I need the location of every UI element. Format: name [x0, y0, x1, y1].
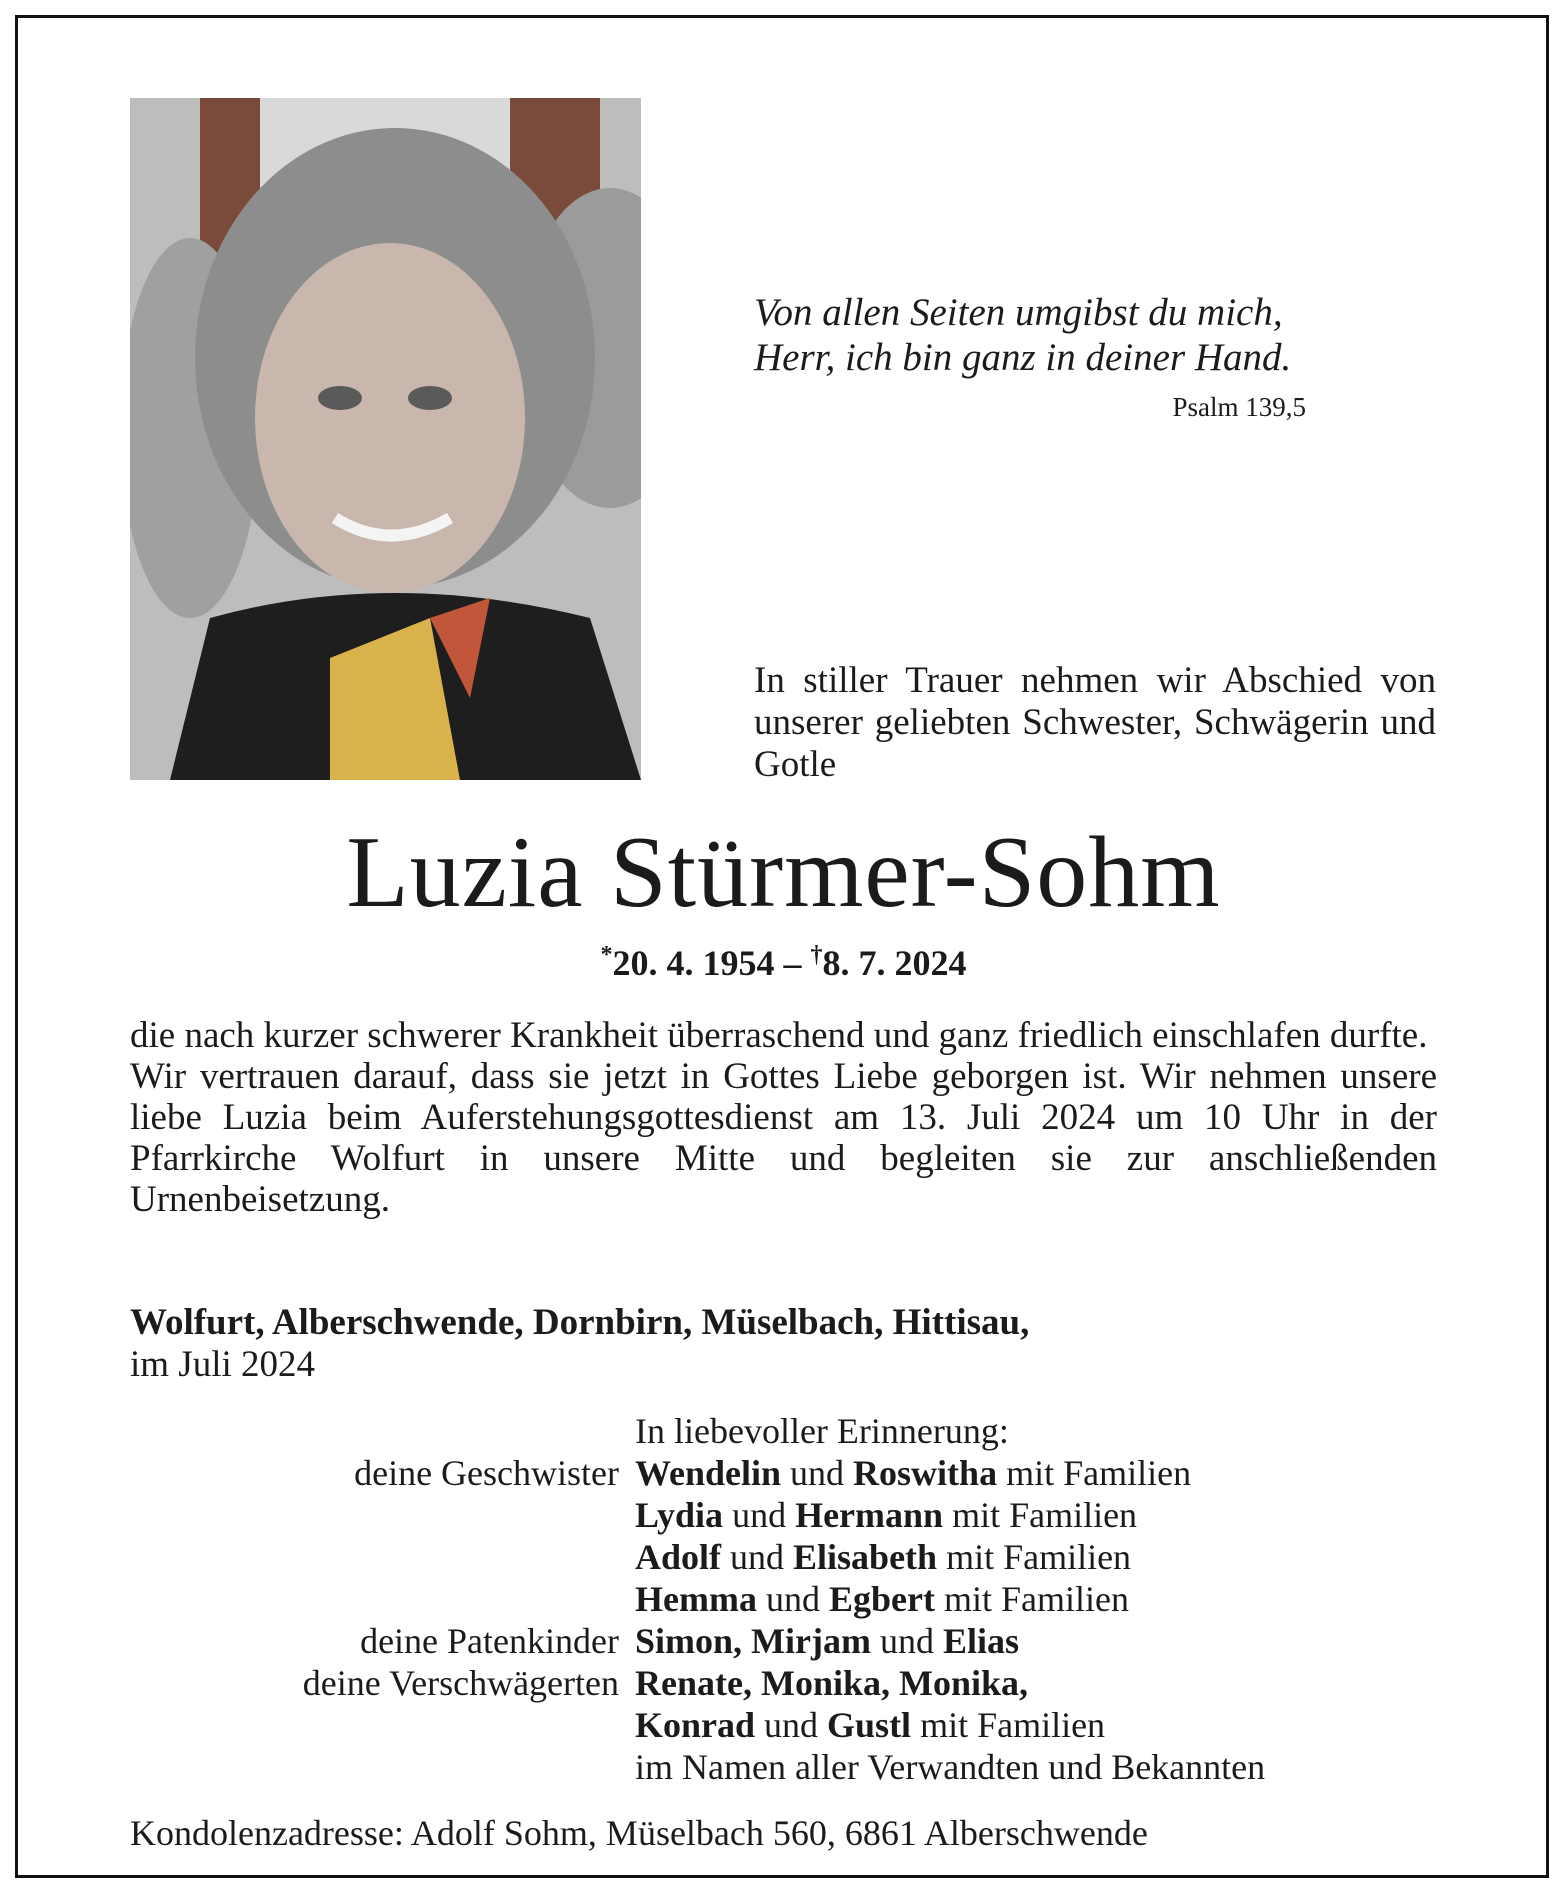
deceased-name: Luzia Stürmer-Sohm: [346, 816, 1221, 929]
mourner-name: Hemma: [635, 1579, 757, 1619]
towns: Wolfurt, Alberschwende, Dornbirn, Müselbach, Hittisau,: [130, 1302, 1030, 1343]
mourners-heading: In liebevoller Erinnerung:: [635, 1411, 1009, 1451]
portrait-illustration: [130, 98, 641, 780]
mourner-name: Egbert: [828, 1579, 935, 1619]
mourner-row: [130, 1452, 1437, 1494]
verse-line-2: Herr, ich bin ganz in deiner Hand.: [754, 336, 1292, 379]
mourners-heading-row: [130, 1410, 1437, 1452]
mourners-list: [130, 1410, 1437, 1788]
obituary-body: [130, 1015, 1437, 1220]
conjunction: und: [732, 1495, 787, 1535]
mourner-name: Renate, Monika, Monika,: [635, 1663, 1029, 1703]
mourner-name: Lydia: [635, 1495, 724, 1535]
mourner-name: Adolf: [635, 1537, 722, 1577]
mourner-row: [130, 1662, 1437, 1704]
portrait-photo: [130, 98, 641, 780]
mourner-name: Wendelin: [635, 1453, 782, 1493]
place-and-date: [130, 1302, 1437, 1386]
conjunction: und: [730, 1537, 785, 1577]
mourner-row: [130, 1704, 1437, 1746]
bible-verse: [754, 290, 1310, 380]
mourner-row: [130, 1494, 1437, 1536]
suffix: mit Familien: [943, 1579, 1129, 1619]
suffix: mit Familien: [952, 1495, 1138, 1535]
death-mark: †: [810, 942, 823, 968]
mourner-name: Elias: [942, 1621, 1020, 1661]
birth-date: 20. 4. 1954: [612, 943, 775, 983]
mourner-name: Simon,: [635, 1621, 743, 1661]
date-line: im Juli 2024: [130, 1344, 316, 1385]
life-dates: [130, 942, 1437, 984]
conjunction: und: [765, 1579, 820, 1619]
conjunction: und: [764, 1705, 819, 1745]
condolence-address: Kondolenzadresse: Adolf Sohm, Müselbach 560, 6861 Alberschwende: [130, 1813, 1148, 1853]
suffix: mit Familien: [1006, 1453, 1192, 1493]
mourner-row: [130, 1536, 1437, 1578]
conjunction: und: [790, 1453, 845, 1493]
closing-line: im Namen aller Verwandten und Bekannten: [635, 1747, 1266, 1787]
mourner-name: Konrad: [635, 1705, 756, 1745]
godchildren-label: deine Patenkinder: [360, 1621, 619, 1661]
mourner-name: Roswitha: [853, 1453, 998, 1493]
body-paragraph-2: Wir vertrauen darauf, dass sie jetzt in Gottes Liebe geborgen ist. Wir nehmen unsere liebe Luzia beim Auferstehungsgottesdienst am 13. Juli 2024 um 10 Uhr in der Pfarrkirche Wolfurt in unsere Mitte und begleiten sie zur anschließenden Urnenbeisetzung.: [130, 1056, 1437, 1220]
mourner-name: Mirjam: [751, 1621, 871, 1661]
siblings-label: deine Geschwister: [354, 1453, 619, 1493]
body-paragraph-1: die nach kurzer schwerer Krankheit überraschend und ganz friedlich einschlafen durfte.: [130, 1015, 1428, 1056]
mourner-name: Elisabeth: [793, 1537, 938, 1577]
suffix: mit Familien: [946, 1537, 1132, 1577]
mourner-row: [130, 1578, 1437, 1620]
inlaws-label: deine Verschwägerten: [302, 1663, 619, 1703]
date-separator: –: [774, 943, 811, 983]
mourner-name: Hermann: [795, 1495, 944, 1535]
birth-mark: *: [600, 942, 613, 968]
death-date: 8. 7. 2024: [822, 943, 967, 983]
mourner-name: Gustl: [827, 1705, 912, 1745]
conjunction: und: [879, 1621, 934, 1661]
verse-source: Psalm 139,5: [1172, 392, 1306, 422]
mourner-row: [130, 1620, 1437, 1662]
intro-text: In stiller Trauer nehmen wir Abschied von unserer geliebten Schwester, Schwägerin und Gotle: [754, 660, 1436, 785]
suffix: mit Familien: [920, 1705, 1106, 1745]
verse-line-1: Von allen Seiten umgibst du mich,: [754, 291, 1283, 334]
mourner-row: [130, 1746, 1437, 1788]
